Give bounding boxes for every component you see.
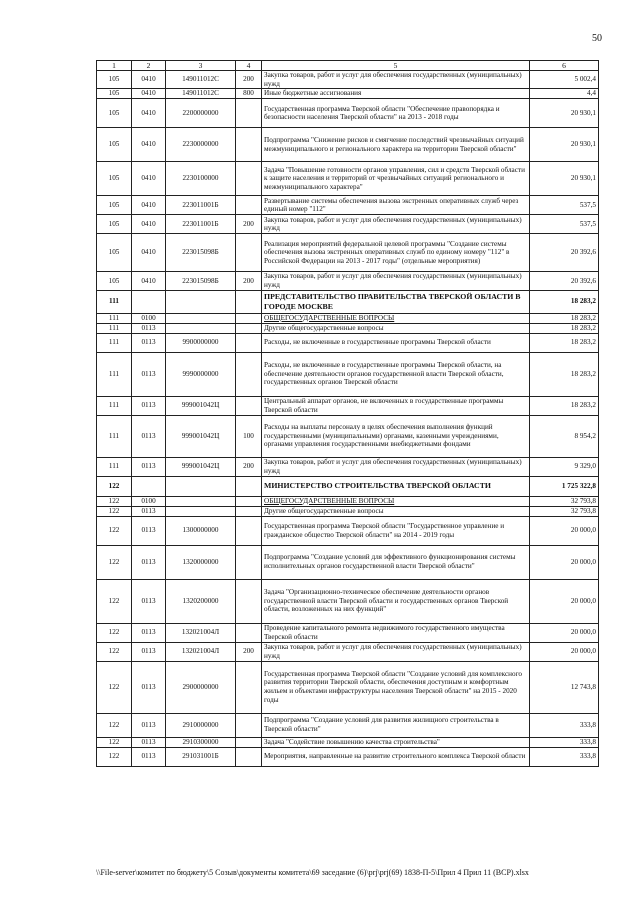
- table-row: [97, 352, 599, 396]
- amount-cell: 18 283,2: [530, 333, 599, 352]
- column-header: 6: [530, 61, 599, 71]
- target-article-code: 223015098Б: [166, 272, 236, 290]
- item-name: Развертывание системы обеспечения вызова экстренных оперативных служб через единый номер "112": [262, 196, 530, 215]
- section-code: 0410: [132, 196, 166, 215]
- department-code: 122: [97, 747, 132, 766]
- expense-type-code: 200: [236, 642, 262, 661]
- amount-cell: 333,8: [530, 713, 599, 737]
- amount-cell: 20 000,0: [530, 545, 599, 579]
- expense-type-code: [236, 323, 262, 333]
- section-code: 0410: [132, 99, 166, 128]
- item-name: Государственная программа Тверской области "Создание условий для комплексного развития территории Тверской области, обеспечения доступным и комфортным жильем и объектами инфраструктуры населения Тверской области" на 2015 - 2020 годы: [262, 661, 530, 713]
- department-code: 122: [97, 506, 132, 516]
- section-code: 0113: [132, 545, 166, 579]
- amount-cell: 18 283,2: [530, 323, 599, 333]
- expense-type-code: [236, 396, 262, 415]
- amount-cell: 18 283,2: [530, 313, 599, 323]
- expense-type-code: 100: [236, 415, 262, 457]
- table-row: [97, 128, 599, 162]
- amount-cell: 18 283,2: [530, 396, 599, 415]
- section-code: 0113: [132, 516, 166, 545]
- section-code: 0113: [132, 457, 166, 476]
- section-code: [132, 476, 166, 496]
- section-code: 0410: [132, 128, 166, 162]
- department-code: 122: [97, 737, 132, 747]
- department-code: 105: [97, 71, 132, 89]
- department-code: 122: [97, 579, 132, 623]
- expense-type-code: [236, 313, 262, 323]
- section-code: 0113: [132, 506, 166, 516]
- column-header: 3: [166, 61, 236, 71]
- amount-cell: 20 930,1: [530, 99, 599, 128]
- amount-cell: 333,8: [530, 747, 599, 766]
- amount-cell: 9 329,0: [530, 457, 599, 476]
- target-article-code: 291031001Б: [166, 747, 236, 766]
- target-article-code: 223011001Б: [166, 215, 236, 234]
- expense-type-code: [236, 516, 262, 545]
- department-code: 122: [97, 713, 132, 737]
- amount-cell: 12 743,8: [530, 661, 599, 713]
- target-article-code: 223011001Б: [166, 196, 236, 215]
- department-code: 105: [97, 99, 132, 128]
- expense-type-code: [236, 476, 262, 496]
- item-name: ОБЩЕГОСУДАРСТВЕННЫЕ ВОПРОСЫ: [262, 313, 530, 323]
- item-name: Проведение капитального ремонта недвижимого государственного имущества Тверской области: [262, 623, 530, 642]
- department-code: 122: [97, 642, 132, 661]
- section-code: 0113: [132, 661, 166, 713]
- department-code: 111: [97, 352, 132, 396]
- target-article-code: 2910300000: [166, 737, 236, 747]
- table-row: [97, 162, 599, 196]
- department-row: [97, 290, 599, 313]
- section-code: 0410: [132, 234, 166, 272]
- expense-type-code: [236, 290, 262, 313]
- target-article-code: 9990000000: [166, 352, 236, 396]
- department-code: 105: [97, 196, 132, 215]
- item-name: Другие общегосударственные вопросы: [262, 506, 530, 516]
- item-name: Центральный аппарат органов, не включенных в государственные программы Тверской области: [262, 396, 530, 415]
- section-code: 0100: [132, 496, 166, 506]
- item-name: Закупка товаров, работ и услуг для обеспечения государственных (муниципальных) нужд: [262, 642, 530, 661]
- target-article-code: [166, 290, 236, 313]
- department-code: 105: [97, 128, 132, 162]
- target-article-code: [166, 313, 236, 323]
- expense-type-code: [236, 545, 262, 579]
- amount-cell: 18 283,2: [530, 290, 599, 313]
- amount-cell: 4,4: [530, 89, 599, 99]
- item-name: Мероприятия, направленные на развитие строительного комплекса Тверской области: [262, 747, 530, 766]
- amount-cell: 537,5: [530, 215, 599, 234]
- target-article-code: [166, 476, 236, 496]
- table-row: [97, 642, 599, 661]
- table-row: [97, 506, 599, 516]
- target-article-code: 132021004Л: [166, 642, 236, 661]
- department-code: 122: [97, 516, 132, 545]
- item-name: Иные бюджетные ассигнования: [262, 89, 530, 99]
- section-code: 0113: [132, 623, 166, 642]
- amount-cell: 5 002,4: [530, 71, 599, 89]
- amount-cell: 32 793,8: [530, 506, 599, 516]
- expense-type-code: [236, 623, 262, 642]
- expense-type-code: [236, 661, 262, 713]
- item-name: ОБЩЕГОСУДАРСТВЕННЫЕ ВОПРОСЫ: [262, 496, 530, 506]
- section-row: [97, 496, 599, 506]
- column-header: 1: [97, 61, 132, 71]
- item-name: Закупка товаров, работ и услуг для обеспечения государственных (муниципальных) нужд: [262, 272, 530, 290]
- amount-cell: 20 000,0: [530, 516, 599, 545]
- table-header-row: [97, 61, 599, 71]
- amount-cell: 18 283,2: [530, 352, 599, 396]
- section-code: 0113: [132, 323, 166, 333]
- section-code: 0410: [132, 71, 166, 89]
- item-name: Государственная программа Тверской области "Государственное управление и гражданское общество Тверской области" на 2014 - 2019 годы: [262, 516, 530, 545]
- column-header: 2: [132, 61, 166, 71]
- table-row: [97, 713, 599, 737]
- item-name: Задача "Содействие повышению качества строительства": [262, 737, 530, 747]
- expense-type-code: 200: [236, 71, 262, 89]
- expense-type-code: [236, 234, 262, 272]
- target-article-code: 2900000000: [166, 661, 236, 713]
- section-row: [97, 313, 599, 323]
- item-name: Расходы, не включенные в государственные программы Тверской области, на обеспечение деятельности органов государственной власти Тверской области, государственных органов Тверской области: [262, 352, 530, 396]
- item-name: Государственная программа Тверской области "Обеспечение правопорядка и безопасности населения Тверской области" на 2013 - 2018 годы: [262, 99, 530, 128]
- section-code: 0113: [132, 747, 166, 766]
- target-article-code: 2910000000: [166, 713, 236, 737]
- table-row: [97, 89, 599, 99]
- expense-type-code: [236, 196, 262, 215]
- amount-cell: 1 725 322,8: [530, 476, 599, 496]
- amount-cell: 20 000,0: [530, 623, 599, 642]
- table-row: [97, 323, 599, 333]
- amount-cell: 8 954,2: [530, 415, 599, 457]
- target-article-code: 132021004Л: [166, 623, 236, 642]
- expense-type-code: [236, 747, 262, 766]
- table-row: [97, 415, 599, 457]
- department-code: 111: [97, 290, 132, 313]
- item-name: Закупка товаров, работ и услуг для обеспечения государственных (муниципальных) нужд: [262, 71, 530, 89]
- target-article-code: [166, 496, 236, 506]
- table-row: [97, 215, 599, 234]
- department-code: 111: [97, 396, 132, 415]
- file-path-footer: \\File-server\комитет по бюджету\5 Созыв\документы комитета\69 заседание (6)\prj\prj(69) 1838-П-5\Прил 4 Прил 11 (ВСР).xlsx: [96, 868, 529, 877]
- table-row: [97, 747, 599, 766]
- column-header: 5: [262, 61, 530, 71]
- amount-cell: 333,8: [530, 737, 599, 747]
- expense-type-code: [236, 713, 262, 737]
- section-code: 0113: [132, 713, 166, 737]
- target-article-code: 999001042Ц: [166, 457, 236, 476]
- target-article-code: [166, 323, 236, 333]
- section-code: 0113: [132, 396, 166, 415]
- target-article-code: 2230000000: [166, 128, 236, 162]
- department-code: 122: [97, 661, 132, 713]
- target-article-code: 9900000000: [166, 333, 236, 352]
- amount-cell: 20 930,1: [530, 128, 599, 162]
- department-code: 105: [97, 162, 132, 196]
- department-code: 111: [97, 313, 132, 323]
- item-name: Закупка товаров, работ и услуг для обеспечения государственных (муниципальных) нужд: [262, 215, 530, 234]
- item-name: Подпрограмма "Создание условий для эффективного функционирования системы исполнительных органов государственной власти Тверской области": [262, 545, 530, 579]
- table-row: [97, 99, 599, 128]
- item-name: Подпрограмма "Создание условий для развития жилищного строительства в Тверской области": [262, 713, 530, 737]
- section-code: 0113: [132, 415, 166, 457]
- department-code: 122: [97, 623, 132, 642]
- amount-cell: 20 000,0: [530, 579, 599, 623]
- expense-type-code: 200: [236, 272, 262, 290]
- expense-type-code: 800: [236, 89, 262, 99]
- item-name: Подпрограмма "Снижение рисков и смягчение последствий чрезвычайных ситуаций межмуниципального и регионального характера на территории Тверской области": [262, 128, 530, 162]
- expense-type-code: [236, 162, 262, 196]
- item-name: Реализация мероприятий федеральной целевой программы "Создание системы обеспечения вызова экстренных оперативных служб по единому номеру "112" в Российской Федерации на 2013 - 2017 годы" (отдельные мероприятия): [262, 234, 530, 272]
- table-row: [97, 545, 599, 579]
- section-code: 0410: [132, 215, 166, 234]
- target-article-code: 1300000000: [166, 516, 236, 545]
- expense-type-code: [236, 737, 262, 747]
- department-code: 111: [97, 415, 132, 457]
- department-code: 111: [97, 323, 132, 333]
- table-row: [97, 661, 599, 713]
- amount-cell: 20 930,1: [530, 162, 599, 196]
- item-name: Закупка товаров, работ и услуг для обеспечения государственных (муниципальных) нужд: [262, 457, 530, 476]
- amount-cell: 32 793,8: [530, 496, 599, 506]
- target-article-code: 999001042Ц: [166, 396, 236, 415]
- amount-cell: 537,5: [530, 196, 599, 215]
- table-row: [97, 737, 599, 747]
- table-row: [97, 71, 599, 89]
- target-article-code: 2230100000: [166, 162, 236, 196]
- budget-table: [96, 60, 599, 767]
- department-code: 122: [97, 496, 132, 506]
- expense-type-code: [236, 496, 262, 506]
- target-article-code: 149011012C: [166, 89, 236, 99]
- column-header: 4: [236, 61, 262, 71]
- item-name: МИНИСТЕРСТВО СТРОИТЕЛЬСТВА ТВЕРСКОЙ ОБЛАСТИ: [262, 476, 530, 496]
- section-code: 0410: [132, 89, 166, 99]
- expense-type-code: [236, 352, 262, 396]
- department-code: 122: [97, 476, 132, 496]
- item-name: Расходы, не включенные в государственные программы Тверской области: [262, 333, 530, 352]
- department-code: 111: [97, 333, 132, 352]
- section-code: 0113: [132, 333, 166, 352]
- target-article-code: 1320200000: [166, 579, 236, 623]
- expense-type-code: 200: [236, 215, 262, 234]
- department-code: 105: [97, 89, 132, 99]
- department-code: 105: [97, 272, 132, 290]
- item-name: Задача "Организационно-техническое обеспечение деятельности органов государственной власти Тверской области и государственных органов Тверской области, возложенных на них функций": [262, 579, 530, 623]
- section-code: 0113: [132, 737, 166, 747]
- amount-cell: 20 000,0: [530, 642, 599, 661]
- section-code: [132, 290, 166, 313]
- amount-cell: 20 392,6: [530, 272, 599, 290]
- table-row: [97, 272, 599, 290]
- section-code: 0113: [132, 352, 166, 396]
- expense-type-code: [236, 579, 262, 623]
- department-code: 111: [97, 457, 132, 476]
- table-row: [97, 516, 599, 545]
- amount-cell: 20 392,6: [530, 234, 599, 272]
- department-code: 105: [97, 234, 132, 272]
- expense-type-code: [236, 99, 262, 128]
- department-code: 105: [97, 215, 132, 234]
- table-row: [97, 234, 599, 272]
- table-row: [97, 196, 599, 215]
- item-name: Задача "Повышение готовности органов управления, сил и средств Тверской области к защите населения и территорий от чрезвычайных ситуаций регионального и межмуниципального характера": [262, 162, 530, 196]
- target-article-code: 223015098Б: [166, 234, 236, 272]
- table-row: [97, 333, 599, 352]
- target-article-code: 1320000000: [166, 545, 236, 579]
- target-article-code: 999001042Ц: [166, 415, 236, 457]
- expense-type-code: 200: [236, 457, 262, 476]
- target-article-code: 2200000000: [166, 99, 236, 128]
- expense-type-code: [236, 506, 262, 516]
- table-body: [97, 71, 599, 767]
- section-code: 0100: [132, 313, 166, 323]
- target-article-code: [166, 506, 236, 516]
- section-code: 0113: [132, 579, 166, 623]
- expense-type-code: [236, 333, 262, 352]
- item-name: ПРЕДСТАВИТЕЛЬСТВО ПРАВИТЕЛЬСТВА ТВЕРСКОЙ ОБЛАСТИ В ГОРОДЕ МОСКВЕ: [262, 290, 530, 313]
- section-code: 0410: [132, 162, 166, 196]
- table-row: [97, 396, 599, 415]
- department-code: 122: [97, 545, 132, 579]
- department-row: [97, 476, 599, 496]
- table-row: [97, 579, 599, 623]
- target-article-code: 149011012C: [166, 71, 236, 89]
- expense-type-code: [236, 128, 262, 162]
- item-name: Расходы на выплаты персоналу в целях обеспечения выполнения функций государственными (муниципальными) органами, казенными учреждениями, органами управления государственными внебюджетными фондами: [262, 415, 530, 457]
- table-row: [97, 457, 599, 476]
- page-number: 50: [592, 33, 602, 44]
- section-code: 0113: [132, 642, 166, 661]
- table-row: [97, 623, 599, 642]
- section-code: 0410: [132, 272, 166, 290]
- item-name: Другие общегосударственные вопросы: [262, 323, 530, 333]
